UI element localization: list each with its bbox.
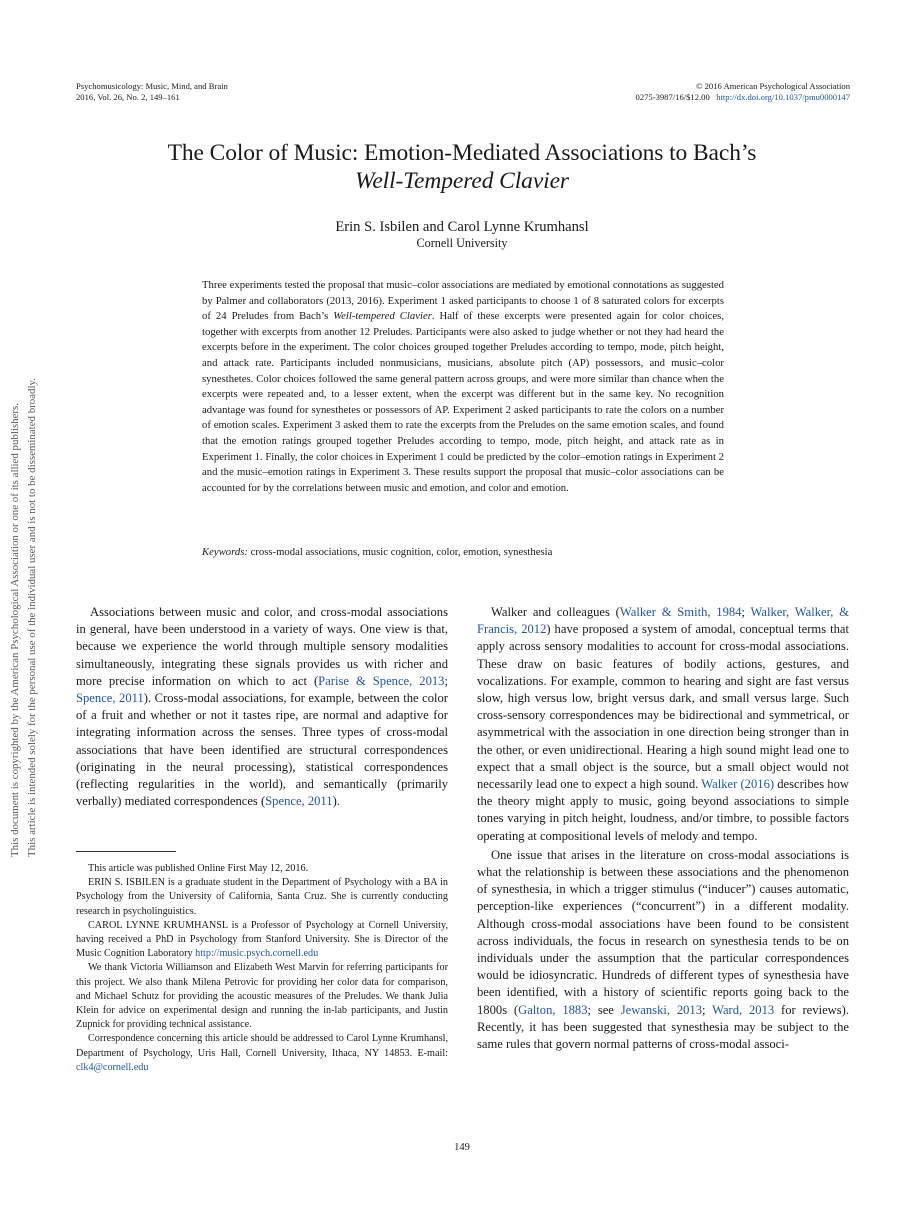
copyright-line: © 2016 American Psychological Association [695, 81, 850, 91]
text-run: CAROL LYNNE KRUMHANSL is a Professor of Psychology at Cornell University, having received a PhD in Psychology from Stanford University. She is Director of the Music Cognition Laboratory [76, 919, 448, 960]
affiliation: Cornell University [416, 236, 508, 250]
running-header-left [76, 81, 228, 102]
journal-name: Psychomusicology: Music, Mind, and Brain [76, 81, 228, 91]
body-left-column [76, 604, 448, 810]
body-paragraph [477, 604, 849, 845]
abstract-text-2: . Half of these excerpts were presented again for color choices, together with excerpts from another 12 Preludes. Participants were also asked to judge whether or not they had heard the excerpts before in the experiment. The color choices grouped together Preludes according to tempo, mode, pitch height, and attack rate. Participants included nonmusicians, musicians, absolute pitch (AP) possessors, and music–color synesthetes. Color choices followed the same general pattern across groups, and were more similar than chance when the excerpts were repeated and, to a lesser extent, when the excerpt was different but in the same key. No recognition advantage was found for synesthetes or possessors of AP. Experiment 2 asked participants to rate the colors on a number of emotion scales. Experiment 3 asked them to rate the excerpts from the Preludes on the same emotion scales, and found that the emotion ratings grouped together Preludes according to tempo, mode, pitch height, and attack rate as in Experiment 1. Finally, the color choices in Experiment 1 could be predicted by the color–emotion ratings in Experiment 2 and the music–emotion ratings in Experiment 3. These results support the proposal that music–color associations can be accounted for by the correlations between music and emotion, and color and emotion. [202, 310, 724, 494]
text-run: for reviews). Recently, it has been suggested that synesthesia may be subject to the same rules that govern normal patterns of cross-modal associ- [477, 1002, 849, 1052]
text-run: Walker and colleagues ( [491, 605, 620, 619]
lab-url-link[interactable]: http://music.psych.cornell.edu [195, 948, 319, 960]
email-link[interactable]: clk4@cornell.edu [76, 1061, 149, 1073]
abstract-italic-title: Well-tempered Clavier [333, 310, 432, 323]
citation-link[interactable]: Ward, 2013 [712, 1002, 775, 1017]
keywords [202, 545, 732, 559]
footnote-published: This article was published Online First May 12, 2016. [88, 863, 309, 874]
title-line-1: The Color of Music: Emotion-Mediated Associations to Bach’s [167, 140, 757, 166]
footnotes [76, 862, 448, 1075]
copyright-sidebar [6, 337, 42, 897]
text-run: ; [741, 605, 751, 619]
citation-link[interactable]: Spence, 2011 [265, 794, 333, 809]
running-header-right [520, 81, 850, 102]
citation-link[interactable]: Walker (2016) [701, 777, 775, 792]
footnote-acknowledgments: We thank Victoria Williamson and Elizabeth West Marvin for referring participants for this project. We also thank Milena Petrovic for providing her color data for comparison, and Michael Schutz for providing the acoustic measures of the Preludes. We thank Julia Klein for advice on experimental design and running the in-lab participants, and Justin Zupnick for providing technical assistance. [76, 962, 448, 1031]
text-run: One issue that arises in the literature on cross-modal associations is what the relationship is between these associations and the phenomenon of synesthesia, in which a trigger stimulus (“inducer”) causes automatic, perception-like experiences (“concurrent”) in a different modality. Although cross-modal associations have been found to be consistent across individuals, the focus in research on synesthesia tends to be on individuals under the assumption that the particular correspondences would be idiosyncratic. Hundreds of different types of synesthesia have been identified, with a history of scientific reports going back to the 1800s ( [477, 847, 849, 1017]
text-run: ). Cross-modal associations, for example, between the color of a fruit and whether or not it tastes ripe, are normal and adaptive for integrating information across the senses. Three types of cross-modal associations that have been identified are structural correspondences (originating in the neural processing), statistical correspondences (reflecting regularities in the world), and semantically (primarily verbally) mediated correspondences ( [76, 691, 448, 809]
page-number: 149 [454, 1142, 470, 1153]
text-run: Associations between music and color, and cross-modal associations in general, have been understood in a variety of ways. One view is that, because we experience the world through multiple sensory modalities simultaneously, integrating these signals provides us with richer and more precise information on which to act ( [76, 605, 448, 688]
body-paragraph [477, 847, 849, 1053]
citation-link[interactable]: Jewanski, 2013 [620, 1002, 703, 1017]
article-title [60, 139, 864, 195]
text-run: ; see [587, 1002, 621, 1017]
footnote-divider [76, 851, 176, 852]
keywords-label: Keywords: [202, 546, 248, 558]
citation-link[interactable]: Galton, 1883 [518, 1002, 588, 1017]
body-paragraph [76, 604, 448, 810]
body-right-column [477, 604, 849, 1053]
authors: Erin S. Isbilen and Carol Lynne Krumhansl [335, 219, 589, 235]
issn-doi-line [520, 92, 850, 103]
citation-link[interactable]: Spence, 2011 [76, 691, 144, 706]
journal-volume: 2016, Vol. 26, No. 2, 149–161 [76, 91, 180, 102]
abstract-text-1: Three experiments tested the proposal that music–color associations are mediated by emotional connotations as suggested by Palmer and collaborators (2013, 2016). Experiment 1 asked participants to choose 1 of 8 saturated colors for excerpts of 24 Preludes from Bach’s [202, 279, 724, 323]
doi-link[interactable]: http://dx.doi.org/10.1037/pmu0000147 [716, 91, 850, 102]
citation-link[interactable]: Walker & Smith, 1984 [619, 605, 742, 619]
text-run: Correspondence concerning this article should be addressed to Carol Lynne Krumhansl, Department of Psychology, Uris Hall, Cornell University, Ithaca, NY 14853. E-mail: [76, 1033, 448, 1059]
sidebar-line-1: This document is copyrighted by the American Psychological Association or one of its allied publishers. [9, 402, 21, 857]
footnote-author-krumhansl [76, 919, 448, 962]
keywords-list: cross-modal associations, music cognition, color, emotion, synesthesia [247, 546, 553, 558]
abstract [202, 278, 724, 496]
title-line-2: Well-Tempered Clavier [355, 168, 569, 194]
issn: 0275-3987/16/$12.00 [635, 91, 710, 102]
citation-link[interactable]: Parise & Spence, 2013 [318, 673, 445, 688]
text-run: describes how the theory might apply to music, going beyond associations to simple tones varying in pitch height, loudness, and/or timbre, to possible factors operating at compositional levels of melody and tempo. [477, 777, 849, 843]
text-run: ; [444, 673, 448, 688]
text-run: ). [332, 794, 340, 809]
text-run: ; [702, 1002, 713, 1017]
citation-link[interactable]: Walker, Walker, & Francis, 2012 [477, 605, 850, 637]
footnote-correspondence [76, 1032, 448, 1075]
text-run: ) have proposed a system of amodal, conceptual terms that apply across sensory modalities to account for cross-modal associations. These draw on basic features of bodily actions, gestures, and vocalizations. For example, common to hearing and sight are fast versus slow, high versus low, bright versus dark, and small versus large. Such cross-sensory correspondences may be bidirectional and symmetrical, or asymmetrical with the association in one direction being stronger than in the other, or even unidirectional. Hearing a high sound might lead one to expect that a small object is the source, but a small object would not necessarily lead one to expect a high sound. [477, 622, 849, 792]
sidebar-line-2: This article is intended solely for the personal use of the individual user and is not to be disseminated broadly. [26, 377, 38, 857]
footnote-author-isbilen: ERIN S. ISBILEN is a graduate student in the Department of Psychology with a BA in Psychology from the University of California, Santa Cruz. She is currently conducting research in psycholinguistics. [76, 877, 448, 917]
